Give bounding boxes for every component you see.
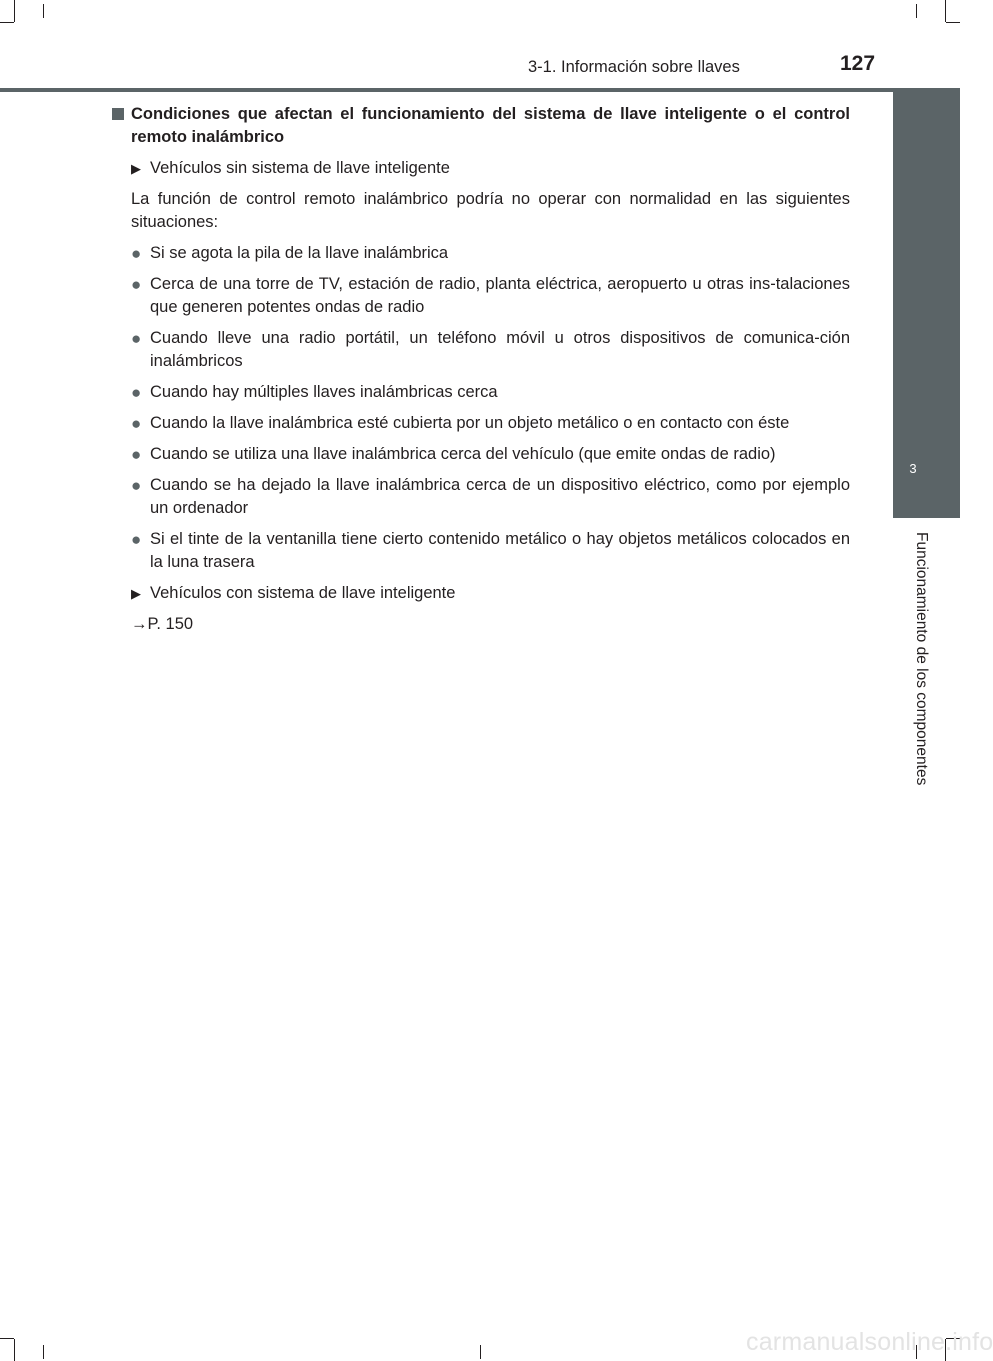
- list-item: [131, 273, 850, 319]
- crop-mark: [946, 22, 960, 23]
- triangle-right-icon: ▶: [131, 161, 141, 176]
- heading-text: Condiciones que afectan el funcionamiento del sistema de llave inteligente o el control remoto inalámbrico: [131, 105, 850, 146]
- circle-bullet-icon: ●: [131, 476, 142, 495]
- circle-bullet-icon: ●: [131, 414, 142, 433]
- section-heading: [112, 103, 850, 149]
- page-number: 127: [840, 52, 876, 75]
- circle-bullet-icon: ●: [131, 383, 142, 402]
- watermark: carmanualsonline.info: [746, 1328, 993, 1356]
- list-item-text: Cuando lleve una radio portátil, un teléfono móvil u otros dispositivos de comunica-ción inalámbricos: [150, 329, 850, 370]
- chapter-number: 3: [909, 461, 917, 476]
- list-item-text: Cuando se ha dejado la llave inalámbrica cerca de un dispositivo eléctrico, como por ejemplo un ordenador: [150, 476, 850, 517]
- list-item-text: Cuando hay múltiples llaves inalámbricas cerca: [150, 383, 498, 401]
- square-icon: [112, 103, 131, 149]
- list-item-text: Cuando se utiliza una llave inalámbrica cerca del vehículo (que emite ondas de radio): [150, 445, 776, 463]
- list-item: [131, 412, 850, 435]
- section-title: 3-1. Información sobre llaves: [528, 58, 740, 76]
- list-item: [131, 443, 850, 466]
- list-item: [131, 528, 850, 574]
- intro-paragraph: La función de control remoto inalámbrico podría no operar con normalidad en las siguientes situaciones:: [131, 190, 850, 231]
- crop-mark: [43, 4, 44, 18]
- triangle-right-icon: ▶: [131, 586, 141, 601]
- crop-mark: [480, 1345, 481, 1359]
- chapter-title: Funcionamiento de los componentes: [913, 532, 930, 786]
- main-content: [112, 103, 850, 644]
- header-rule: [0, 88, 960, 92]
- list-item: [131, 327, 850, 373]
- crop-mark: [14, 1339, 15, 1361]
- list-item: [131, 474, 850, 520]
- list-item-text: Cerca de una torre de TV, estación de radio, planta eléctrica, aeropuerto u otras ins-talaciones que generen potentes ondas de radio: [150, 275, 850, 316]
- circle-bullet-icon: ●: [131, 244, 142, 263]
- circle-bullet-icon: ●: [131, 530, 142, 549]
- crop-mark: [916, 4, 917, 18]
- list-item: [131, 381, 850, 404]
- crop-mark: [0, 1338, 14, 1339]
- list-item-text: Si el tinte de la ventanilla tiene cierto contenido metálico o hay objetos metálicos colocados en la luna trasera: [150, 530, 850, 571]
- list-item-text: Cuando la llave inalámbrica esté cubierta por un objeto metálico o en contacto con éste: [150, 414, 790, 432]
- subheading: [131, 157, 850, 180]
- subheading-text: Vehículos con sistema de llave inteligente: [150, 584, 456, 602]
- list-item: [131, 242, 850, 265]
- crop-mark: [0, 22, 14, 23]
- page-reference: →P. 150: [131, 615, 194, 633]
- crop-mark: [945, 0, 946, 22]
- chapter-tab: [893, 437, 960, 518]
- circle-bullet-icon: ●: [131, 329, 142, 348]
- circle-bullet-icon: ●: [131, 445, 142, 464]
- subheading-text: Vehículos sin sistema de llave inteligente: [150, 159, 450, 177]
- crop-mark: [14, 0, 15, 22]
- list-item-text: Si se agota la pila de la llave inalámbrica: [150, 244, 449, 262]
- subheading: [131, 582, 850, 605]
- circle-bullet-icon: ●: [131, 275, 142, 294]
- side-bar: [893, 92, 960, 437]
- crop-mark: [43, 1345, 44, 1359]
